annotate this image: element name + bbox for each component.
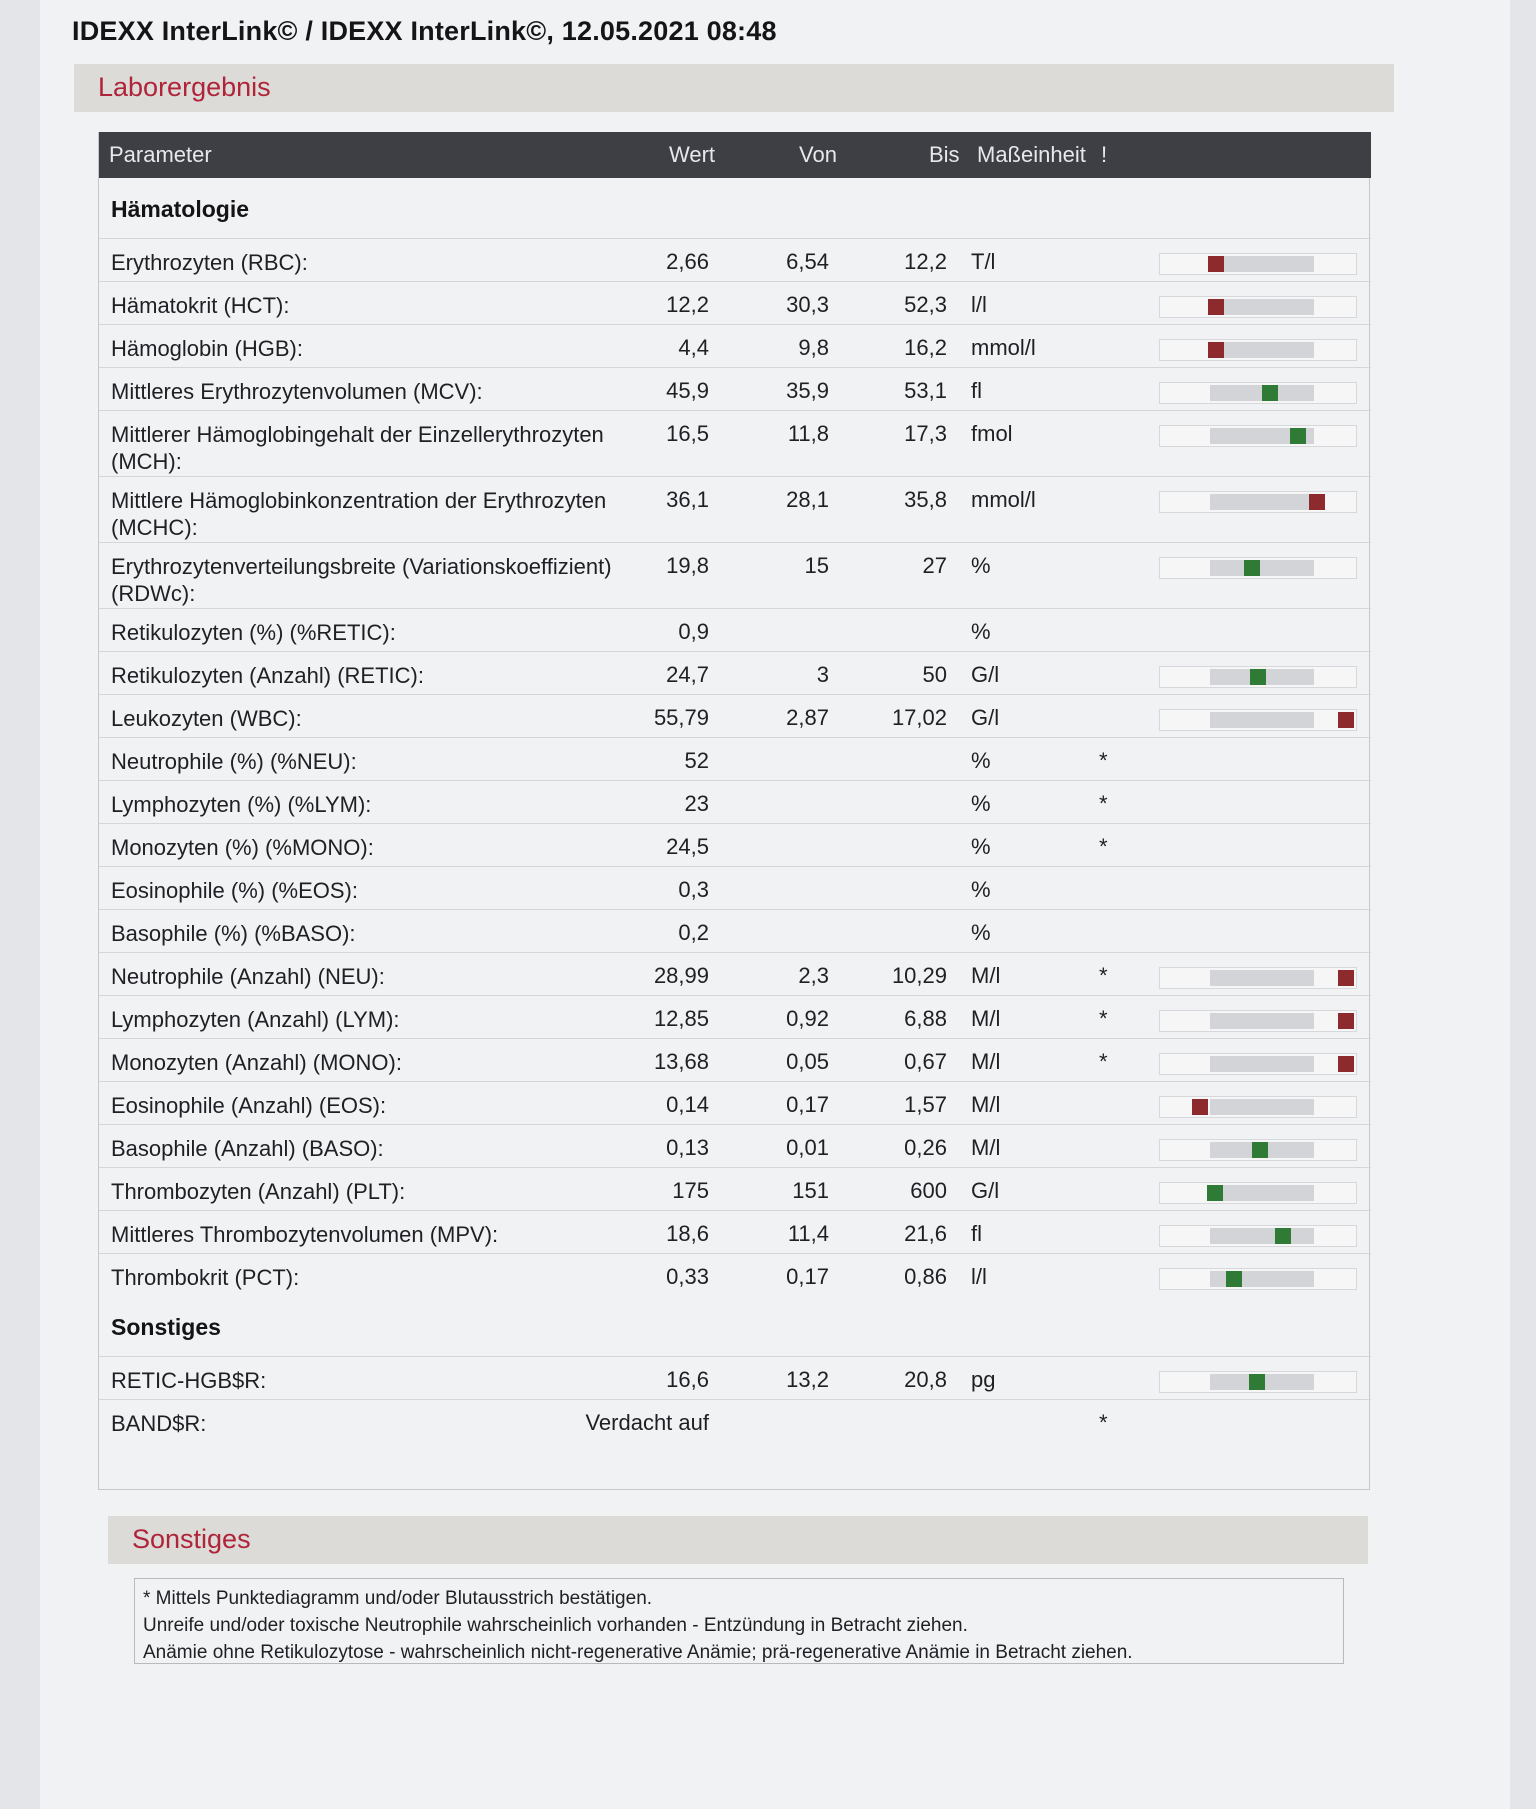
parameter-name: Mittlerer Hämoglobingehalt der Einzellerythrozyten (MCH): <box>111 422 604 474</box>
unit-cell: fl <box>971 378 982 403</box>
range-from-cell: 30,3 <box>786 292 829 317</box>
value-cell: 0,3 <box>678 877 709 902</box>
range-from-cell: 0,01 <box>786 1135 829 1160</box>
section-title-result: Laborergebnis <box>98 72 271 102</box>
table-row <box>99 238 1371 281</box>
range-from-cell: 0,17 <box>786 1092 829 1117</box>
reference-range-band <box>1210 494 1314 510</box>
value-cell: 24,5 <box>666 834 709 859</box>
parameter-name: Neutrophile (Anzahl) (NEU): <box>111 964 385 989</box>
table-row <box>99 324 1371 367</box>
range-to-cell: 10,29 <box>891 963 947 988</box>
parameter-name: Eosinophile (Anzahl) (EOS): <box>111 1093 387 1118</box>
unit-cell: % <box>971 619 991 644</box>
unit-cell: % <box>971 834 991 859</box>
flag-cell: * <box>1099 1006 1108 1031</box>
table-row <box>99 1124 1371 1167</box>
range-to-cell: 6,88 <box>904 1006 947 1031</box>
column-header-from: Von <box>799 142 837 167</box>
table-row <box>99 367 1371 410</box>
table-row <box>99 1038 1371 1081</box>
unit-cell: M/l <box>971 1006 1001 1031</box>
range-from-cell: 11,8 <box>787 421 829 446</box>
section-bar-other <box>108 1516 1368 1564</box>
range-to-cell: 1,57 <box>904 1092 947 1117</box>
range-gauge <box>1159 339 1357 361</box>
parameter-name: Neutrophile (%) (%NEU): <box>111 749 357 774</box>
range-from-cell: 0,17 <box>786 1264 829 1289</box>
unit-cell: % <box>971 553 991 578</box>
range-to-cell: 16,2 <box>904 335 947 360</box>
range-from-cell: 2,87 <box>786 705 829 730</box>
range-gauge <box>1159 1182 1357 1204</box>
value-cell: 45,9 <box>666 378 709 403</box>
section-title-other: Sonstiges <box>132 1524 251 1554</box>
value-marker <box>1275 1228 1291 1244</box>
column-header-to: Bis <box>929 142 960 167</box>
value-cell: 2,66 <box>666 249 709 274</box>
range-gauge <box>1159 1053 1357 1075</box>
flag-cell: * <box>1099 834 1108 859</box>
parameter-name: Thrombozyten (Anzahl) (PLT): <box>111 1179 406 1204</box>
unit-cell: T/l <box>971 249 996 274</box>
parameter-name: BAND$R: <box>111 1411 207 1436</box>
table-row <box>99 651 1371 694</box>
unit-cell: % <box>971 877 991 902</box>
value-marker <box>1208 256 1224 272</box>
parameter-name: Basophile (%) (%BASO): <box>111 921 356 946</box>
range-from-cell: 13,2 <box>786 1367 829 1392</box>
unit-cell: G/l <box>971 1178 1000 1203</box>
value-marker <box>1338 1056 1354 1072</box>
section-bar-result <box>74 64 1394 112</box>
range-to-cell: 17,3 <box>904 421 947 446</box>
group-title: Hämatologie <box>111 196 250 222</box>
range-gauge <box>1159 1010 1357 1032</box>
value-marker <box>1262 385 1278 401</box>
group-title: Sonstiges <box>111 1314 221 1340</box>
unit-cell: l/l <box>971 292 987 317</box>
column-header-value: Wert <box>669 142 716 167</box>
reference-range-band <box>1210 256 1314 272</box>
range-to-cell: 35,8 <box>904 487 947 512</box>
table-row <box>99 1210 1371 1253</box>
value-marker <box>1249 1374 1265 1390</box>
note-line: Anämie ohne Retikulozytose - wahrscheinlich nicht-regenerative Anämie; prä-regenerative Anämie in Betracht ziehen. <box>143 1642 1133 1663</box>
range-gauge <box>1159 1225 1357 1247</box>
range-gauge <box>1159 967 1357 989</box>
flag-cell: * <box>1099 963 1108 988</box>
value-cell: 0,9 <box>678 619 709 644</box>
parameter-name: Hämatokrit (HCT): <box>111 293 290 318</box>
flag-cell: * <box>1099 748 1108 773</box>
value-cell: 36,1 <box>666 487 709 512</box>
unit-cell: fl <box>971 1221 982 1246</box>
table-row <box>99 780 1371 823</box>
unit-cell: % <box>971 791 991 816</box>
unit-cell: l/l <box>971 1264 987 1289</box>
unit-cell: M/l <box>971 963 1001 988</box>
column-header-flag: ! <box>1101 142 1108 167</box>
value-cell: 16,6 <box>666 1367 709 1392</box>
value-cell: 13,68 <box>653 1049 709 1074</box>
table-row <box>99 542 1371 608</box>
report-header: IDEXX InterLink© / IDEXX InterLink©, 12.05.2021 08:48 <box>72 16 777 46</box>
reference-range-band <box>1210 1099 1314 1115</box>
parameter-name: Lymphozyten (%) (%LYM): <box>111 792 372 817</box>
unit-cell: pg <box>971 1367 996 1392</box>
range-to-cell: 50 <box>922 662 947 687</box>
table-row <box>99 281 1371 324</box>
range-gauge <box>1159 1096 1357 1118</box>
value-cell: 19,8 <box>666 553 709 578</box>
value-marker <box>1208 342 1224 358</box>
unit-cell: fmol <box>971 421 1013 446</box>
value-cell: 4,4 <box>678 335 709 360</box>
range-gauge <box>1159 425 1357 447</box>
value-cell: 28,99 <box>653 963 709 988</box>
value-cell: 0,13 <box>666 1135 709 1160</box>
lab-results-table <box>98 132 1370 1490</box>
reference-range-band <box>1210 299 1314 315</box>
reference-range-band <box>1210 1056 1314 1072</box>
column-header-unit: Maßeinheit <box>977 142 1086 167</box>
parameter-name: Eosinophile (%) (%EOS): <box>111 878 358 903</box>
table-row <box>99 694 1371 737</box>
range-to-cell: 600 <box>910 1178 947 1203</box>
parameter-name: Thrombokrit (PCT): <box>111 1265 300 1290</box>
range-gauge <box>1159 557 1357 579</box>
range-gauge <box>1159 666 1357 688</box>
range-from-cell: 0,92 <box>786 1006 829 1031</box>
value-cell: 16,5 <box>666 421 709 446</box>
parameter-name: Mittlere Hämoglobinkonzentration der Erythrozyten (MCHC): <box>111 488 607 540</box>
parameter-name: Hämoglobin (HGB): <box>111 336 303 361</box>
value-cell: 0,14 <box>666 1092 709 1117</box>
table-row <box>99 866 1371 909</box>
value-cell: 0,2 <box>678 920 709 945</box>
unit-cell: mmol/l <box>971 335 1036 360</box>
parameter-name: Monozyten (%) (%MONO): <box>111 835 374 860</box>
unit-cell: G/l <box>971 662 1000 687</box>
range-to-cell: 52,3 <box>904 292 947 317</box>
table-row <box>99 1253 1371 1296</box>
range-to-cell: 0,26 <box>904 1135 947 1160</box>
value-cell: 12,85 <box>653 1006 709 1031</box>
range-from-cell: 151 <box>792 1178 829 1203</box>
unit-cell: % <box>971 920 991 945</box>
value-marker <box>1192 1099 1208 1115</box>
table-row <box>99 1167 1371 1210</box>
reference-range-band <box>1210 970 1314 986</box>
flag-cell: * <box>1099 1049 1108 1074</box>
value-cell: 12,2 <box>666 292 709 317</box>
table-row <box>99 608 1371 651</box>
value-cell: 23 <box>684 791 709 816</box>
range-gauge <box>1159 253 1357 275</box>
reference-range-band <box>1210 1185 1314 1201</box>
column-header-parameter: Parameter <box>109 142 212 167</box>
parameter-name: Leukozyten (WBC): <box>111 706 302 731</box>
value-cell: 18,6 <box>666 1221 709 1246</box>
value-marker <box>1208 299 1224 315</box>
value-marker <box>1244 560 1260 576</box>
parameter-name: Monozyten (Anzahl) (MONO): <box>111 1050 402 1075</box>
range-gauge <box>1159 296 1357 318</box>
parameter-name: Erythrozytenverteilungsbreite (Variationskoeffizient) (RDWc): <box>111 554 612 606</box>
parameter-name: Lymphozyten (Anzahl) (LYM): <box>111 1007 400 1032</box>
table-row <box>99 1356 1371 1399</box>
value-marker <box>1250 669 1266 685</box>
parameter-name: Mittleres Erythrozytenvolumen (MCV): <box>111 379 483 404</box>
notes-box <box>134 1578 1344 1664</box>
value-cell: 24,7 <box>666 662 709 687</box>
range-from-cell: 2,3 <box>798 963 829 988</box>
table-row <box>99 476 1371 542</box>
range-from-cell: 3 <box>816 662 829 687</box>
range-to-cell: 0,86 <box>904 1264 947 1289</box>
parameter-name: Mittleres Thrombozytenvolumen (MPV): <box>111 1222 499 1247</box>
unit-cell: M/l <box>971 1092 1001 1117</box>
unit-cell: M/l <box>971 1049 1001 1074</box>
value-marker <box>1226 1271 1242 1287</box>
table-row <box>99 995 1371 1038</box>
parameter-name: RETIC-HGB$R: <box>111 1368 267 1393</box>
parameter-name: Basophile (Anzahl) (BASO): <box>111 1136 384 1161</box>
range-from-cell: 6,54 <box>786 249 829 274</box>
flag-cell: * <box>1099 791 1108 816</box>
range-gauge <box>1159 1268 1357 1290</box>
value-cell: 52 <box>684 748 709 773</box>
table-row <box>99 823 1371 866</box>
table-row <box>99 1399 1371 1442</box>
value-cell: 175 <box>672 1178 709 1203</box>
unit-cell: mmol/l <box>971 487 1036 512</box>
parameter-name: Erythrozyten (RBC): <box>111 250 308 275</box>
range-to-cell: 20,8 <box>904 1367 947 1392</box>
range-to-cell: 27 <box>922 553 947 578</box>
flag-cell: * <box>1099 1410 1108 1435</box>
range-from-cell: 11,4 <box>787 1221 829 1246</box>
table-row <box>99 952 1371 995</box>
table-row <box>99 737 1371 780</box>
value-marker <box>1338 712 1354 728</box>
value-marker <box>1207 1185 1223 1201</box>
table-row <box>99 1081 1371 1124</box>
value-marker <box>1290 428 1306 444</box>
note-line: * Mittels Punktediagramm und/oder Blutausstrich bestätigen. <box>143 1588 653 1609</box>
value-marker <box>1338 970 1354 986</box>
range-to-cell: 17,02 <box>891 705 947 730</box>
range-to-cell: 0,67 <box>904 1049 947 1074</box>
table-row <box>99 909 1371 952</box>
table-row <box>99 410 1371 476</box>
range-to-cell: 21,6 <box>904 1221 947 1246</box>
value-marker <box>1252 1142 1268 1158</box>
range-from-cell: 9,8 <box>798 335 829 360</box>
value-cell: 55,79 <box>653 705 709 730</box>
reference-range-band <box>1210 1228 1314 1244</box>
range-gauge <box>1159 1371 1357 1393</box>
reference-range-band <box>1210 342 1314 358</box>
unit-cell: M/l <box>971 1135 1001 1160</box>
range-gauge <box>1159 1139 1357 1161</box>
value-marker <box>1309 494 1325 510</box>
value-cell: Verdacht auf <box>585 1410 709 1435</box>
reference-range-band <box>1210 712 1314 728</box>
parameter-name: Retikulozyten (Anzahl) (RETIC): <box>111 663 424 688</box>
range-gauge <box>1159 709 1357 731</box>
range-to-cell: 12,2 <box>904 249 947 274</box>
range-from-cell: 28,1 <box>786 487 829 512</box>
reference-range-band <box>1210 560 1314 576</box>
range-gauge <box>1159 491 1357 513</box>
parameter-name: Retikulozyten (%) (%RETIC): <box>111 620 396 645</box>
value-cell: 0,33 <box>666 1264 709 1289</box>
range-from-cell: 0,05 <box>786 1049 829 1074</box>
unit-cell: G/l <box>971 705 1000 730</box>
range-gauge <box>1159 382 1357 404</box>
unit-cell: % <box>971 748 991 773</box>
value-marker <box>1338 1013 1354 1029</box>
note-line: Unreife und/oder toxische Neutrophile wahrscheinlich vorhanden - Entzündung in Betracht ziehen. <box>143 1615 968 1636</box>
range-to-cell: 53,1 <box>904 378 947 403</box>
reference-range-band <box>1210 1013 1314 1029</box>
range-from-cell: 15 <box>804 553 829 578</box>
range-from-cell: 35,9 <box>786 378 829 403</box>
table-header <box>99 132 1371 178</box>
